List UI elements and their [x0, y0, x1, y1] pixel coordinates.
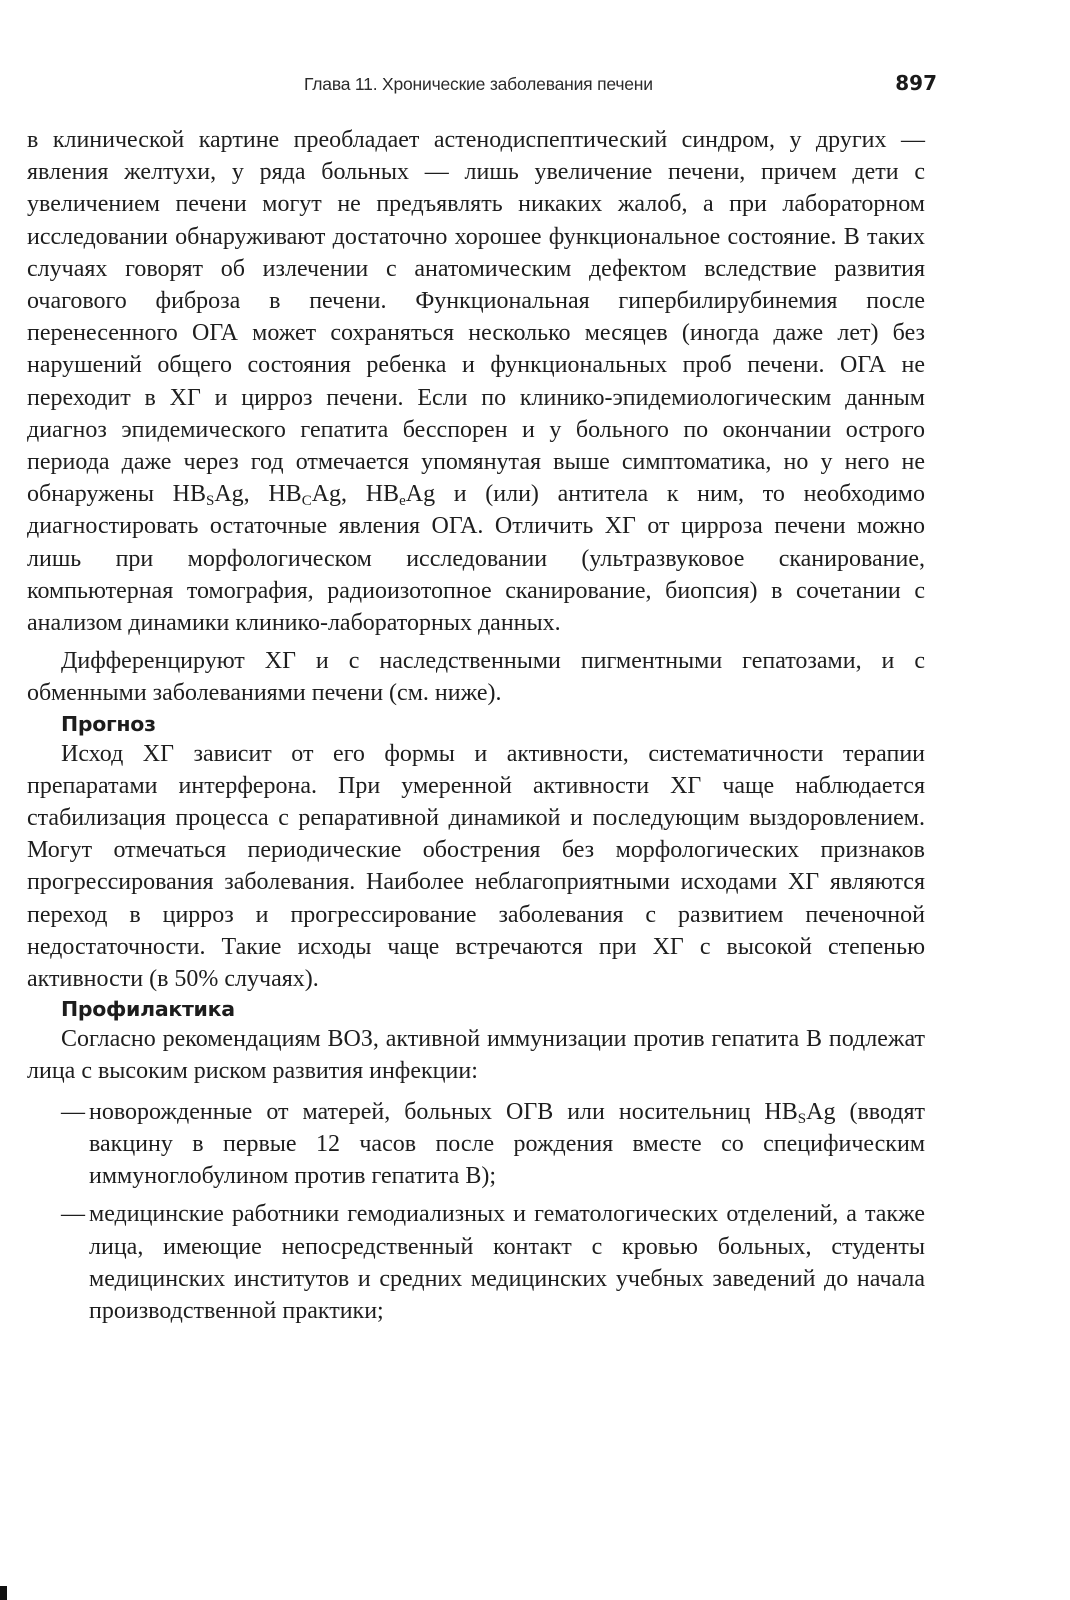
page-header: [0, 71, 1070, 104]
antigen-base: HB: [365, 481, 400, 508]
page-number: 897: [895, 71, 937, 95]
antigen-base: HB: [172, 481, 206, 508]
paragraph-text: в клинической картине преобладает астенодиспептический синдром, у других — явления желтухи, у ряда больных — лишь увеличение печени, причем дети с увеличением печени могут не предъявлять никаких жалоб, а при лабораторном исследовании обнаруживают достаточно хорошее функциональное состояние. В таких случаях говорят об излечении с анатомическим дефектом вследствие развития очагового фиброза в печени. Функциональная гипербилирубинемия после перенесенного ОГА может сохраняться несколько месяцев (иногда даже лет) без нарушений общего состояния ребенка и функциональных проб печени. ОГА не переходит в ХГ и цирроз печени. Если по клинико-эпидемиологическим данным диагноз эпидемического гепатита бесспорен и у больного по окончании острого периода даже через год отмечается упомянутая выше симптоматика, но у него не обнаружены: [27, 127, 925, 508]
list-dash: —: [61, 1201, 85, 1228]
paragraph-text: и (или) антитела к ним, то необходимо диагностировать остаточные явления ОГА. Отличить ХГ от цирроза печени можно лишь при морфологическом исследовании (ультразвуковое сканирование, компьютерная томография, радиоизотопное сканирование, биопсия) в сочетании с анализом динамики клинико-лабораторных данных.: [27, 481, 925, 637]
antigen-subscript: C: [301, 493, 312, 510]
list-dash: —: [61, 1098, 85, 1125]
section-heading-profilaktika: Профилактика: [61, 997, 235, 1022]
antigen-tail: Ag: [806, 1098, 836, 1125]
list-item-text: (вводят вакцину в первые 12 часов после рождения вместе со специфическим иммуноглобулином против гепатита В);: [89, 1098, 925, 1190]
antigen-base: HB: [764, 1098, 798, 1125]
page-body: [27, 124, 925, 1333]
list-item-text: новорожденные от матерей, больных ОГВ или носительниц: [89, 1098, 765, 1125]
antigen-tail: Ag,: [214, 481, 269, 508]
antigen-hbs: [764, 1099, 835, 1125]
antigen-subscript: e: [399, 493, 406, 510]
running-title: Глава 11. Хронические заболевания печени: [304, 74, 653, 94]
risk-group-list: [27, 1096, 925, 1327]
list-item: [27, 1198, 925, 1327]
list-item-text: медицинские работники гемодиализных и гематологических отделений, а также лица, имеющие непосредственный контакт с кровью больных, студенты медицинских институтов и средних медицинских учебных заведений до начала производственной практики;: [89, 1201, 925, 1324]
body-paragraph-prognoz: Исход ХГ зависит от его формы и активности, систематичности терапии препаратами интерферона. При умеренной активности ХГ чаще наблюдается стабилизация процесса с репаративной динамикой и последующим выздоровлением. Могут отмечаться периодические обострения без морфологических признаков прогрессирования заболевания. Наиболее неблагоприятными исходами ХГ являются переход в цирроз и прогрессирование заболевания с развитием печеночной недостаточности. Такие исходы чаще встречаются при ХГ с высокой степенью активности (в 50% случаях).: [27, 740, 925, 993]
list-item: [27, 1096, 925, 1193]
body-paragraph-differential: Дифференцируют ХГ и с наследственными пигментными гепатозами, и с обменными заболеваниями печени (см. ниже).: [27, 648, 925, 707]
antigen-hbs: [172, 481, 269, 510]
antigen-hbc: [268, 481, 366, 510]
scan-edge-mark: [0, 1586, 7, 1600]
antigen-subscript: S: [205, 493, 215, 510]
antigen-hbe: [365, 481, 436, 510]
body-paragraph-continued: [27, 124, 925, 639]
antigen-tail: Ag: [405, 481, 436, 508]
antigen-base: HB: [268, 481, 302, 508]
body-paragraph-profilaktika-intro: Согласно рекомендациям ВОЗ, активной иммунизации против гепатита В подлежат лица с высоким риском развития инфекции:: [27, 1026, 925, 1085]
antigen-subscript: S: [797, 1110, 807, 1127]
antigen-tail: Ag,: [311, 481, 366, 508]
section-heading-prognoz: Прогноз: [61, 711, 156, 736]
